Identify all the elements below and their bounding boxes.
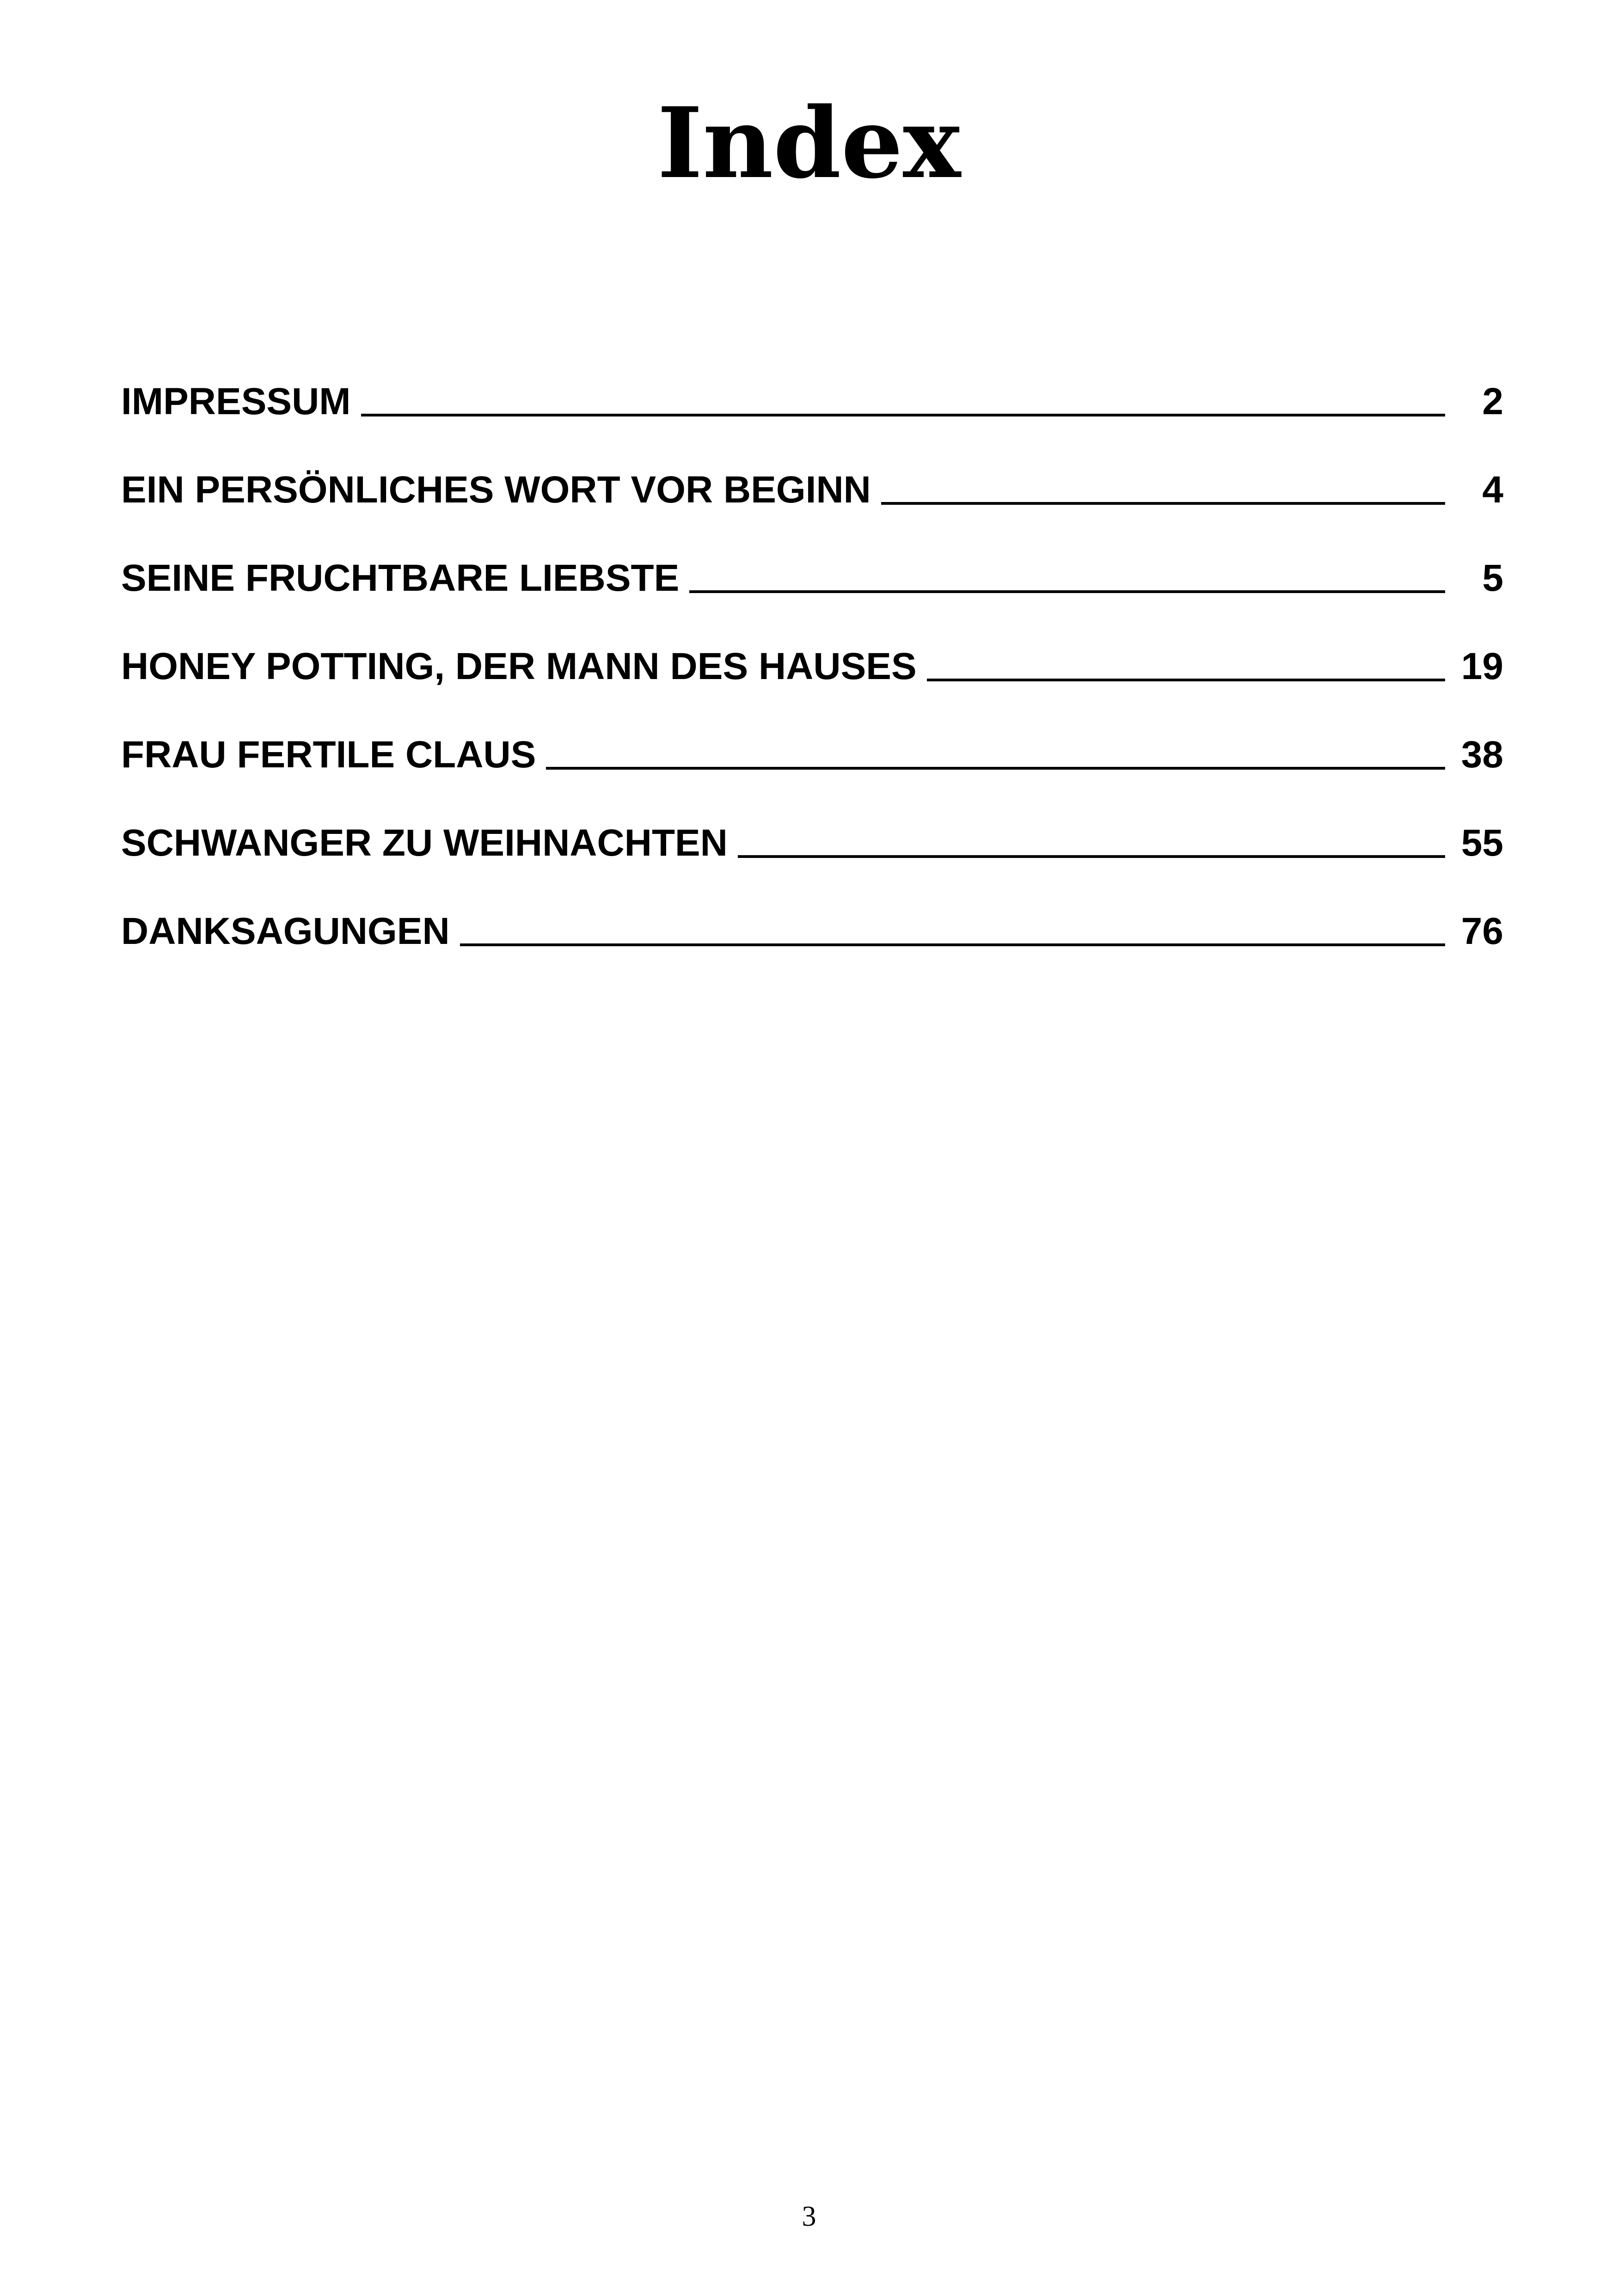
toc-entry-page: 76 — [1461, 910, 1503, 952]
toc-entry-persoenliches-wort[interactable] — [121, 425, 1503, 513]
toc-leader-line — [546, 767, 1445, 770]
toc-entry-label: IMPRESSUM — [121, 380, 351, 422]
toc-leader-line — [738, 855, 1445, 858]
toc-entry-frau-fertile-claus[interactable] — [121, 690, 1503, 778]
toc-leader-line — [689, 590, 1445, 593]
toc-leader-line — [361, 414, 1445, 416]
toc-entry-label: SEINE FRUCHTBARE LIEBSTE — [121, 557, 680, 599]
toc-entry-page: 2 — [1482, 380, 1503, 422]
toc-entry-page: 55 — [1461, 822, 1503, 864]
toc-entry-danksagungen[interactable] — [121, 866, 1503, 955]
toc-entry-fruchtbare-liebste[interactable] — [121, 513, 1503, 601]
toc-entry-page: 38 — [1461, 734, 1503, 776]
table-of-contents — [121, 337, 1503, 955]
toc-entry-schwanger-zu-weihnachten[interactable] — [121, 778, 1503, 866]
toc-leader-line — [881, 502, 1445, 505]
toc-entry-label: DANKSAGUNGEN — [121, 910, 450, 952]
toc-entry-page: 19 — [1461, 645, 1503, 687]
toc-entry-impressum[interactable] — [121, 337, 1503, 425]
toc-leader-line — [927, 679, 1445, 681]
toc-entry-label: FRAU FERTILE CLAUS — [121, 734, 536, 776]
toc-entry-label: EIN PERSÖNLICHES WORT VOR BEGINN — [121, 469, 871, 511]
toc-entry-page: 4 — [1482, 469, 1503, 511]
page-title: Index — [657, 86, 961, 200]
toc-leader-line — [460, 943, 1445, 946]
page-number: 3 — [802, 2201, 816, 2232]
toc-entry-honey-potting[interactable] — [121, 601, 1503, 690]
toc-entry-label: SCHWANGER ZU WEIHNACHTEN — [121, 822, 728, 864]
toc-entry-label: HONEY POTTING, DER MANN DES HAUSES — [121, 645, 917, 687]
toc-entry-page: 5 — [1482, 557, 1503, 599]
